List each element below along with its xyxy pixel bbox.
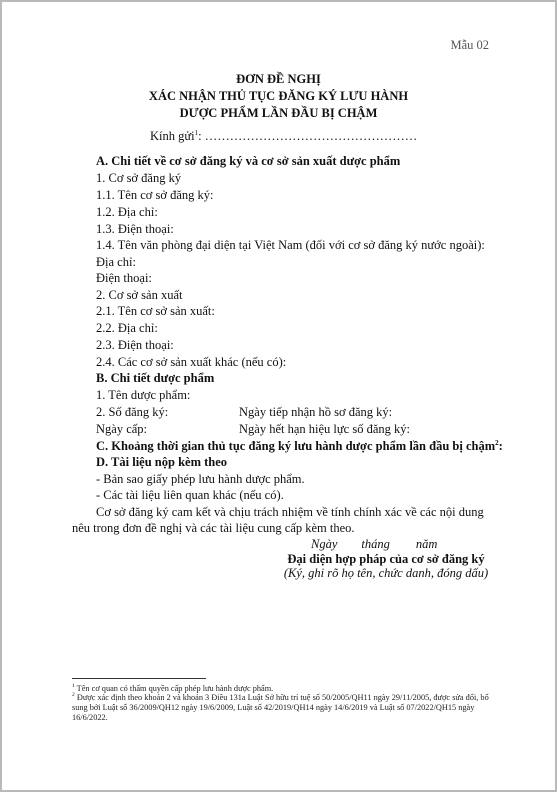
footnote-1-mark: 1 [72,683,75,690]
rep-phone-label: Điện thoại: [96,271,152,285]
title-line-3: DƯỢC PHẨM LẦN ĐẦU BỊ CHẬM [179,106,378,120]
section-c-heading [96,439,503,454]
signature-date [311,537,437,552]
recipient-line [150,129,417,144]
section-c-colon: : [498,439,503,453]
section-d-heading: D. Tài liệu nộp kèm theo [96,455,228,469]
form-number: Mẫu 02 [450,38,489,52]
title-line-1: ĐƠN ĐỀ NGHỊ [236,72,321,86]
footnote-mark-2: 2 [495,438,499,447]
rep-office-label: 1.4. Tên văn phòng đại diện tại Việt Nam (đối với cơ sở đăng ký nước ngoài): [96,238,485,252]
footnote-2-text: Được xác định theo khoản 2 và khoản 3 Điều 131a Luật Sở hữu trí tuệ số 50/2005/QH11 ngày 29/11/2005, được sửa đổi, bổ sung bởi Luật số 36/2009/QH12 ngày 19/6/2009, Luật số 42/2019/QH14 ngày 14/6/2019 và Luật số 07/2022/QH15 ngày 16/6/2022. [72,693,489,723]
attachment-item-1: - Bản sao giấy phép lưu hành dược phẩm. [96,472,305,486]
receipt-date-label: Ngày tiếp nhận hồ sơ đăng ký: [239,405,393,419]
recipient-label: Kính gửi [150,129,195,143]
section-b-heading: B. Chi tiết dược phẩm [96,371,215,385]
mfg-facility-label: 2. Cơ sở sản xuất [96,288,183,302]
signer-title: Đại diện hợp pháp của cơ sở đăng ký [287,552,485,566]
title-line-2: XÁC NHẬN THỦ TỤC ĐĂNG KÝ LƯU HÀNH [148,89,409,103]
mfg-other-label: 2.4. Các cơ sở sản xuất khác (nếu có): [96,355,287,369]
date-day: Ngày [311,537,338,551]
issue-date-label: Ngày cấp: [96,422,148,436]
mfg-name-label: 2.1. Tên cơ sở sản xuất: [96,304,215,318]
date-month: tháng [361,537,390,551]
product-name-label: 1. Tên dược phẩm: [96,388,191,402]
mfg-address-label: 2.2. Địa chỉ: [96,321,158,335]
reg-facility-label: 1. Cơ sở đăng ký [96,171,182,185]
attachment-item-2: - Các tài liệu liên quan khác (nếu có). [96,488,284,502]
reg-name-label: 1.1. Tên cơ sở đăng ký: [96,188,214,202]
footnote-2-mark: 2 [72,692,75,699]
signer-hint: (Ký, ghi rõ họ tên, chức danh, đóng dấu) [283,566,489,580]
section-c-text: C. Khoảng thời gian thủ tục đăng ký lưu hành dược phẩm lần đầu bị chậm [96,439,496,453]
section-a-heading: A. Chi tiết về cơ sở đăng ký và cơ sở sản xuất dược phẩm [96,154,401,168]
footnote-1-text: Tên cơ quan có thẩm quyền cấp phép lưu hành dược phẩm. [74,684,274,693]
document-page [2,2,555,790]
rep-address-label: Địa chỉ: [96,255,136,269]
footnote-separator [72,678,206,679]
reg-number-label: 2. Số đăng ký: [96,405,169,419]
expiry-date-label: Ngày hết hạn hiệu lực số đăng ký: [239,422,410,436]
footnote-mark-1: 1 [194,128,199,137]
footnote-2 [72,693,504,724]
mfg-phone-label: 2.3. Điện thoại: [96,338,174,352]
reg-phone-label: 1.3. Điện thoại: [96,222,174,236]
recipient-dots: : …………………………………………… [198,129,418,143]
commitment-paragraph: Cơ sở đăng ký cam kết và chịu trách nhiệm về tính chính xác về các nội dung nêu trong đơn đề nghị và các tài liệu cung cấp kèm theo. [72,505,484,535]
date-year: năm [415,537,438,551]
reg-address-label: 1.2. Địa chỉ: [96,205,158,219]
